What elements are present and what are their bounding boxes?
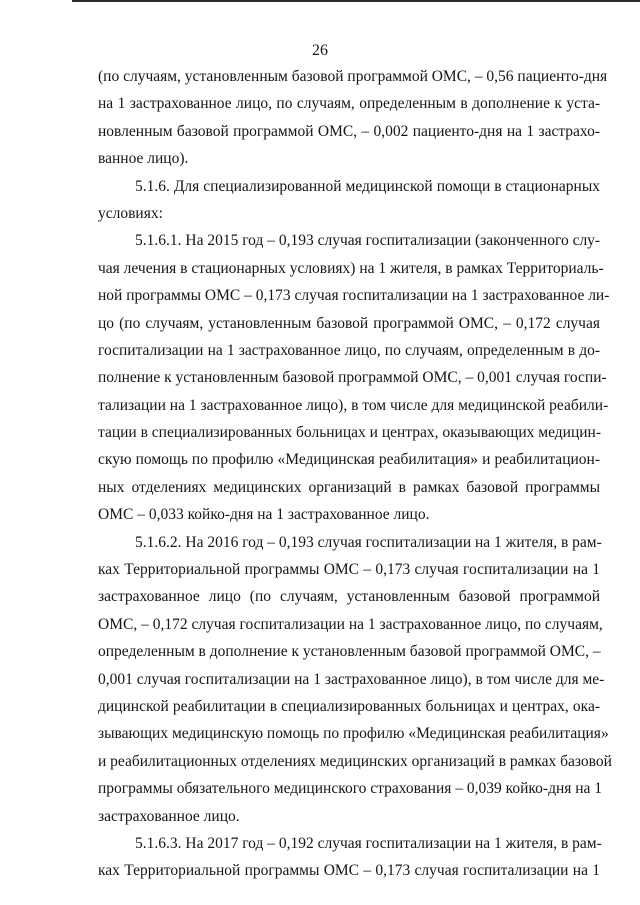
- text-line: на 1 застрахованное лицо, по случаям, определенным в дополнение к уста-: [98, 95, 600, 113]
- section-heading-line: 5.1.6. Для специализированной медицинской помощи в стационарных: [135, 177, 600, 195]
- text-line: тации в специализированных больницах и центрах, оказывающих медицин-: [98, 424, 601, 442]
- text-line: новленным базовой программой ОМС, – 0,002 пациенто-дня на 1 застрахо-: [98, 122, 600, 140]
- text-line: ОМС – 0,033 койко-дня на 1 застрахованное лицо.: [98, 506, 430, 524]
- text-line: застрахованное лицо.: [98, 807, 240, 825]
- text-line: дицинской реабилитации в специализированных больницах и центрах, ока-: [98, 697, 600, 715]
- text-line: ках Территориальной программы ОМС – 0,173 случая госпитализации на 1: [98, 561, 600, 579]
- text-line: чая лечения в стационарных условиях) на 1 жителя, в рамках Территориаль-: [98, 259, 604, 277]
- text-line: 5.1.6.3. На 2017 год – 0,192 случая госпитализации на 1 жителя, в рам-: [135, 834, 602, 852]
- text-line: определенным в дополнение к установленным базовой программой ОМС, –: [98, 643, 601, 661]
- text-line: (по случаям, установленным базовой программой ОМС, – 0,56 пациенто-дня: [98, 68, 608, 85]
- text-line: ванное лицо).: [98, 150, 189, 168]
- text-line: ОМС, – 0,172 случая госпитализации на 1 застрахованное лицо, по случаям,: [98, 615, 603, 633]
- text-line: 0,001 случая госпитализации на 1 застрахованное лицо), в том числе для ме-: [98, 670, 605, 688]
- text-line: полнение к установленным базовой программой ОМС, – 0,001 случая госпи-: [98, 369, 607, 387]
- text-line: и реабилитационных отделениях медицинских организаций в рамках базовой: [98, 752, 612, 770]
- text-line: ках Территориальной программы ОМС – 0,173 случая госпитализации на 1: [98, 862, 600, 880]
- text-line: ной программы ОМС – 0,173 случая госпитализации на 1 застрахованное ли-: [98, 287, 610, 305]
- text-line: скую помощь по профилю «Медицинская реабилитация» и реабилитацион-: [98, 451, 600, 469]
- top-rule: [72, 0, 640, 2]
- text-line: застрахованное лицо (по случаям, установленным базовой программой: [98, 588, 600, 606]
- text-line: госпитализации на 1 застрахованное лицо, по случаям, определенным в до-: [98, 341, 600, 359]
- page-number: 26: [312, 42, 328, 59]
- text-line: цо (по случаям, установленным базовой программой ОМС, – 0,172 случая: [98, 314, 600, 332]
- body-text: [98, 63, 612, 885]
- text-line: зывающих медицинскую помощь по профилю «Медицинская реабилитация»: [98, 725, 609, 743]
- section-heading-line: условиях:: [98, 204, 163, 222]
- text-line: 5.1.6.1. На 2015 год – 0,193 случая госпитализации (законченного слу-: [135, 232, 601, 250]
- text-line: программы обязательного медицинского страхования – 0,039 койко-дня на 1: [98, 780, 603, 798]
- text-line: 5.1.6.2. На 2016 год – 0,193 случая госпитализации на 1 жителя, в рам-: [135, 533, 602, 551]
- text-line: тализации на 1 застрахованное лицо), в том числе для медицинской реабили-: [98, 396, 609, 414]
- text-line: ных отделениях медицинских организаций в рамках базовой программы: [98, 478, 600, 496]
